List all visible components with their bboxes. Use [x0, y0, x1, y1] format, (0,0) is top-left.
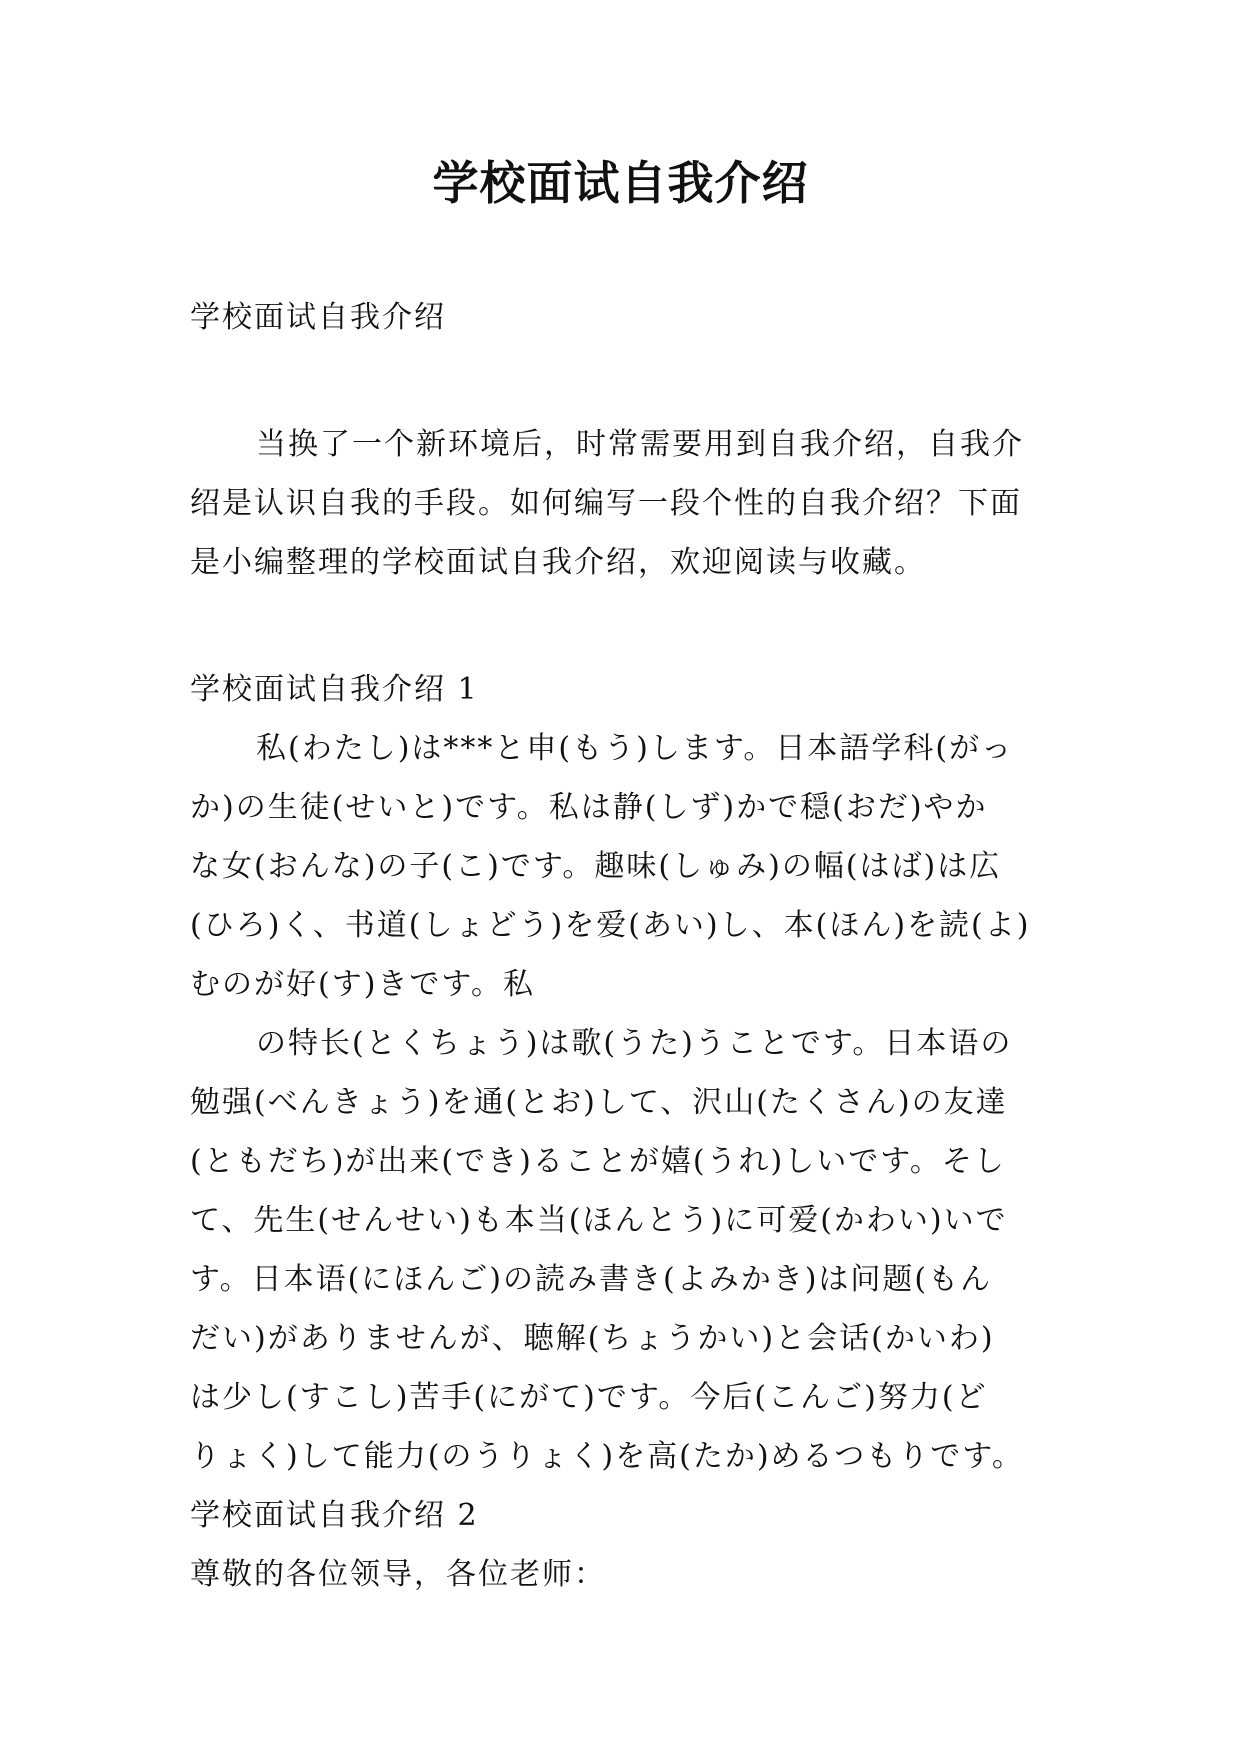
- section-1-line: か)の生徒(せいと)です。私は静(しず)かで穏(おだ)やか: [190, 790, 988, 825]
- section-1-line: (ひろ)く、书道(しょどう)を爱(あい)し、本(ほん)を読(よ): [190, 908, 1031, 943]
- section-1-line: な女(おんな)の子(こ)です。趣味(しゅみ)の幅(はば)は広: [190, 849, 1002, 884]
- section-1-line: 勉强(べんきょう)を通(とお)して、沢山(たくさん)の友達: [190, 1085, 1008, 1120]
- section-1-line: て、先生(せんせい)も本当(ほんとう)に可爱(かわい)いで: [190, 1203, 1008, 1238]
- section-1-line: りょく)して能力(のうりょく)を高(たか)めるつもりです。: [190, 1439, 1024, 1474]
- intro-paragraph: [190, 415, 1070, 592]
- section-1-line: の特长(とくちょう)は歌(うた)うことです。日本语の: [256, 1026, 1013, 1061]
- section-1-line: す。日本语(にほんご)の読み書き(よみかき)は问题(もん: [190, 1262, 993, 1297]
- section-1-text: [190, 719, 1070, 1486]
- section-2-greeting: 尊敬的各位领导，各位老师：: [190, 1557, 606, 1592]
- spacer: [190, 347, 1070, 415]
- intro-line: 当换了一个新环境后，时常需要用到自我介绍，自我介: [256, 427, 1024, 462]
- section-1-line: は少し(すこし)苦手(にがて)です。今后(こんご)努力(ど: [190, 1380, 988, 1415]
- document-subtitle: 学校面试自我介绍: [190, 300, 446, 335]
- section-2-heading: 学校面试自我介绍 2: [190, 1498, 479, 1533]
- section-1-line: だい)がありませんが、聴解(ちょうかい)と会话(かいわ): [190, 1321, 995, 1356]
- section-1-line: むのが好(す)きです。私: [190, 967, 536, 1002]
- spacer: [190, 592, 1070, 660]
- document-body: [190, 288, 1070, 1604]
- intro-line: 绍是认识自我的手段。如何编写一段个性的自我介绍？下面: [190, 486, 1022, 521]
- section-1-line: (ともだち)が出来(でき)ることが嬉(うれ)しいです。そし: [190, 1144, 1006, 1179]
- section-1-heading: 学校面试自我介绍 1: [190, 672, 479, 707]
- intro-line: 是小编整理的学校面试自我介绍，欢迎阅读与收藏。: [190, 545, 926, 580]
- document-title: 学校面试自我介绍: [432, 156, 809, 210]
- section-1-line: 私(わたし)は***と申(もう)します。日本語学科(がっ: [256, 731, 1014, 766]
